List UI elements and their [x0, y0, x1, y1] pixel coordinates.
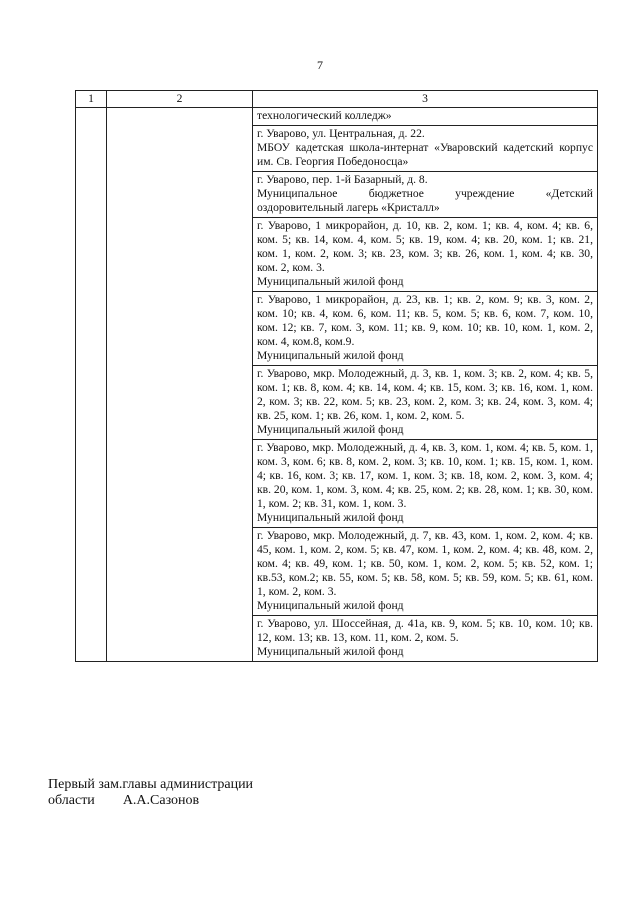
cell-col-2: [107, 108, 253, 662]
table-header-row: [76, 91, 598, 108]
page-number: 7: [317, 58, 323, 72]
object-owner: Муниципальный жилой фонд: [257, 349, 404, 362]
signature-block: [48, 777, 253, 809]
column-header-2: 2: [107, 91, 253, 108]
object-address: г. Уварово, мкр. Молодежный, д. 4, кв. 3, ком. 1, ком. 4; кв. 5, ком. 1, ком. 3, ком. 6; кв. 8, ком. 2, ком. 3; кв. 10, ком. 1; кв. 15, ком. 1, ком. 4; кв. 16, ком. 3; кв. 17, ком. 1, ком. 3; кв. 18, ком. 2, ком. 3, ком. 4; кв. 20, ком. 1, ком. 3, ком. 4; кв. 25, ком. 2; кв. 28, ком. 1; кв. 30, ком. 1, ком. 2; кв. 31, ком. 1, ком. 3.: [257, 441, 593, 510]
object-owner: Муниципальный жилой фонд: [257, 645, 404, 658]
object-address: г. Уварово, ул. Шоссейная, д. 41а, кв. 9, ком. 5; кв. 10, ком. 10; кв. 12, ком. 13; кв. 13, ком. 11, ком. 2, ком. 5.: [257, 617, 593, 644]
object-owner: Муниципальный жилой фонд: [257, 511, 404, 524]
object-owner: Муниципальный жилой фонд: [257, 599, 404, 612]
cell-col-3: [253, 366, 598, 440]
cell-col-3: [253, 440, 598, 528]
cell-col-3: [253, 126, 598, 172]
cell-col-3: [253, 616, 598, 662]
cell-col-3: [253, 172, 598, 218]
signatory-name: А.А.Сазонов: [122, 793, 200, 808]
object-address: г. Уварово, мкр. Молодежный, д. 7, кв. 43, ком. 1, ком. 2, ком. 4; кв. 45, ком. 1, ком. 2, ком. 5; кв. 47, ком. 1, ком. 2, ком. 4; кв. 48, ком. 2, ком. 4; кв. 49, ком. 1; кв. 50, ком. 1, ком. 2, ком. 5; кв. 52, ком. 1; кв.53, ком.2; кв. 55, ком. 5; кв. 58, ком. 5; кв. 59, ком. 5; кв. 61, ком. 1, ком. 2, ком. 3.: [257, 529, 593, 598]
objects-table: [75, 90, 598, 662]
cell-col-3: [253, 528, 598, 616]
object-address: г. Уварово, 1 микрорайон, д. 23, кв. 1; кв. 2, ком. 9; кв. 3, ком. 2, ком. 10; кв. 4, ком. 6, ком. 11; кв. 5, ком. 5; кв. 6, ком. 7, ком. 10, ком. 12; кв. 7, ком. 3, ком. 11; кв. 9, ком. 10; кв. 10, ком. 1, ком. 2, ком. 4, ком.8, ком.9.: [257, 293, 593, 348]
cell-col-3: [253, 108, 598, 126]
object-address: г. Уварово, пер. 1-й Базарный, д. 8.: [257, 173, 428, 186]
object-owner: Муниципальное бюджетное учреждение «Детский оздоровительный лагерь «Кристалл»: [257, 187, 593, 214]
object-address: г. Уварово, 1 микрорайон, д. 10, кв. 2, ком. 1; кв. 4, ком. 4; кв. 6, ком. 5; кв. 14, ком. 4, ком. 5; кв. 19, ком. 4; кв. 20, ком. 1; кв. 21, ком. 1, ком. 2, ком. 3; кв. 23, ком. 3; кв. 26, ком. 1, ком. 4; кв. 30, ком. 2, ком. 3.: [257, 219, 593, 274]
column-header-3: 3: [253, 91, 598, 108]
object-owner: Муниципальный жилой фонд: [257, 423, 404, 436]
signatory-region: области: [48, 793, 95, 808]
object-owner: Муниципальный жилой фонд: [257, 275, 404, 288]
object-address: г. Уварово, ул. Центральная, д. 22.: [257, 127, 425, 140]
signatory-position: Первый зам.главы администрации: [48, 777, 254, 792]
table-row: [76, 108, 598, 126]
column-header-1: 1: [76, 91, 107, 108]
cell-col-3: [253, 292, 598, 366]
object-address: г. Уварово, мкр. Молодежный, д. 3, кв. 1, ком. 3; кв. 2, ком. 4; кв. 5, ком. 1; кв. 8, ком. 4; кв. 14, ком. 4; кв. 15, ком. 3; кв. 16, ком. 1, ком. 2, ком. 3; кв. 22, ком. 5; кв. 23, ком. 2, ком. 3; кв. 24, ком. 3, ком. 4; кв. 25, ком. 1; кв. 26, ком. 1, ком. 2, ком. 5.: [257, 367, 593, 422]
object-text: технологический колледж»: [257, 109, 392, 122]
cell-col-1: [76, 108, 107, 662]
object-owner: МБОУ кадетская школа-интернат «Уваровский кадетский корпус им. Св. Георгия Победоносца»: [257, 141, 593, 168]
cell-col-3: [253, 218, 598, 292]
